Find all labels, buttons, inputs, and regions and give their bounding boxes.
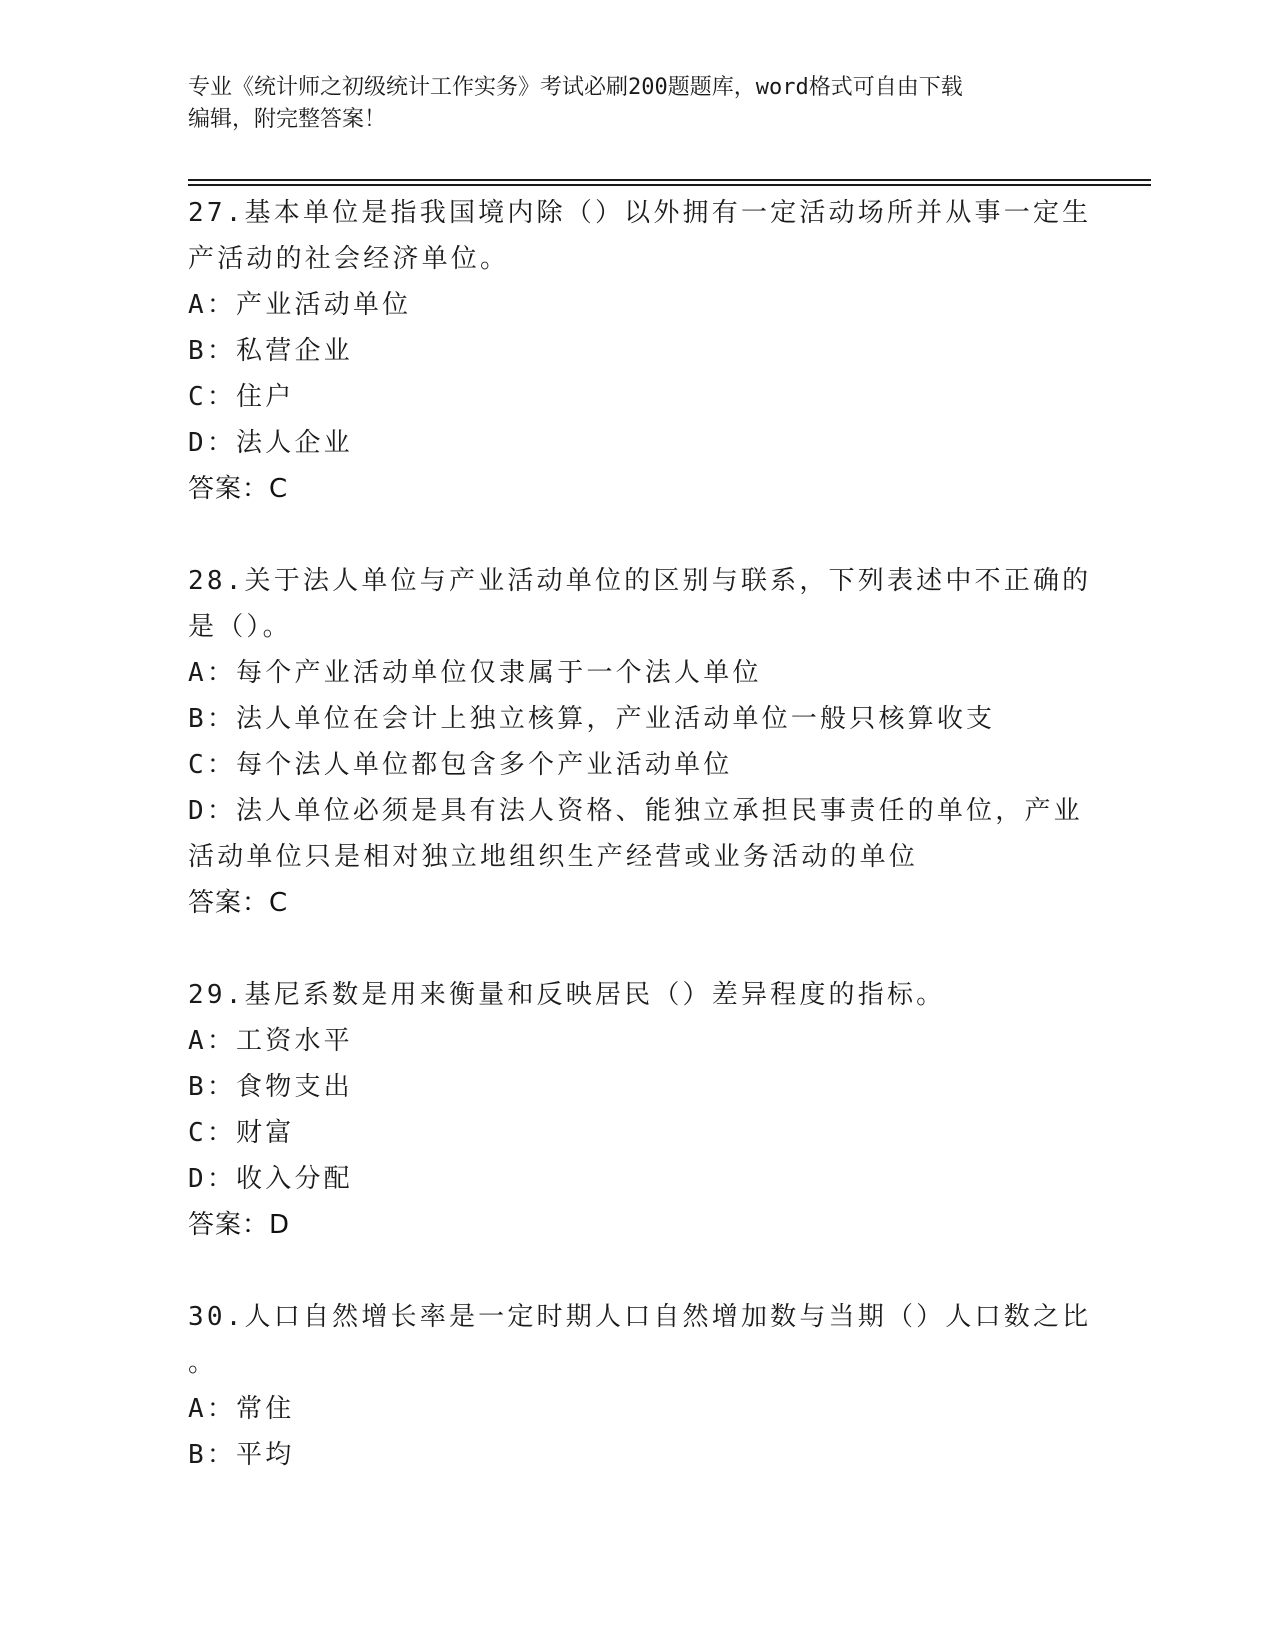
question-option: C：住户	[188, 382, 295, 412]
question-option: A：每个产业活动单位仅隶属于一个法人单位	[188, 658, 762, 688]
question-stem: 是（）。	[188, 612, 292, 642]
question-option: B：私营企业	[188, 336, 353, 366]
question-stem: 27.基本单位是指我国境内除（）以外拥有一定活动场所并从事一定生	[188, 198, 1092, 228]
question-answer: 答案：C	[188, 888, 289, 918]
question-stem: 产活动的社会经济单位。	[188, 244, 510, 274]
question-option: D：收入分配	[188, 1164, 353, 1194]
question-option: B：食物支出	[188, 1072, 353, 1102]
question-answer: 答案：D	[188, 1210, 291, 1240]
question-option: C：财富	[188, 1118, 295, 1148]
question-stem: 30.人口自然增长率是一定时期人口自然增加数与当期（）人口数之比	[188, 1302, 1092, 1332]
question-option: B：平均	[188, 1440, 295, 1470]
question-option: A：常住	[188, 1394, 295, 1424]
header-line-2: 编辑，附完整答案！	[188, 107, 387, 132]
header-divider-top	[188, 179, 1151, 181]
header-divider-bottom	[188, 184, 1151, 186]
question-option: A：工资水平	[188, 1026, 353, 1056]
question-option: D：法人企业	[188, 428, 353, 458]
question-option: C：每个法人单位都包含多个产业活动单位	[188, 750, 733, 780]
question-item	[188, 190, 1092, 512]
question-item	[188, 558, 1092, 926]
document-header	[188, 72, 1088, 136]
question-option: B：法人单位在会计上独立核算，产业活动单位一般只核算收支	[188, 704, 996, 734]
question-option: D：法人单位必须是具有法人资格、能独立承担民事责任的单位，产业	[188, 796, 1083, 826]
question-item	[188, 972, 1088, 1248]
question-stem: 29.基尼系数是用来衡量和反映居民（）差异程度的指标。	[188, 980, 946, 1010]
header-line-1: 专业《统计师之初级统计工作实务》考试必刷200题题库，word格式可自由下载	[188, 75, 963, 100]
question-answer: 答案：C	[188, 474, 289, 504]
question-option: A：产业活动单位	[188, 290, 412, 320]
question-item	[188, 1294, 1092, 1478]
question-option: 活动单位只是相对独立地组织生产经营或业务活动的单位	[188, 842, 919, 872]
question-list	[188, 190, 1092, 1524]
question-stem: 28.关于法人单位与产业活动单位的区别与联系，下列表述中不正确的	[188, 566, 1092, 596]
question-stem: 。	[188, 1348, 218, 1378]
